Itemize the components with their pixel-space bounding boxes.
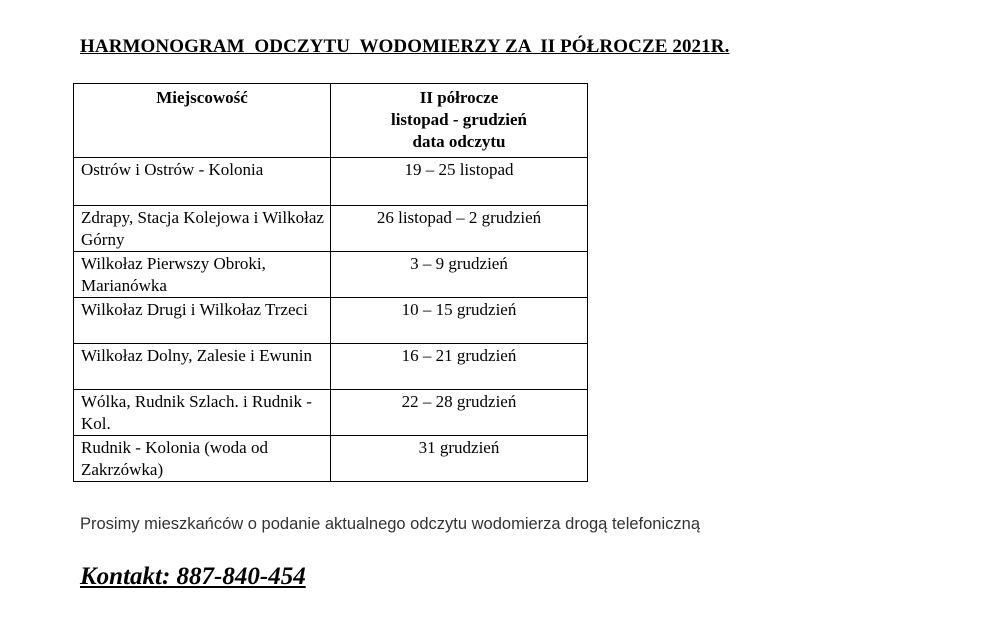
header-locality: Miejscowość — [74, 84, 331, 158]
table-row — [74, 390, 588, 436]
reading-date-cell: 16 – 21 grudzień — [331, 344, 588, 390]
reading-date-cell: 26 listopad – 2 grudzień — [331, 206, 588, 252]
header-period — [331, 84, 588, 158]
header-period-line: data odczytu — [412, 132, 506, 151]
header-period-line: II półrocze — [419, 88, 499, 107]
locality-cell: Wólka, Rudnik Szlach. i Rudnik - Kol. — [74, 390, 331, 436]
table-row — [74, 206, 588, 252]
table-header-row — [74, 84, 588, 158]
phone-reading-notice: Prosimy mieszkańców o podanie aktualnego odczytu wodomierza drogą telefoniczną — [80, 515, 701, 533]
table-row — [74, 298, 588, 344]
header-period-line: listopad - grudzień — [390, 110, 528, 129]
locality-cell: Wilkołaz Pierwszy Obroki, Marianówka — [74, 252, 331, 298]
reading-date-cell: 10 – 15 grudzień — [331, 298, 588, 344]
table-row — [74, 344, 588, 390]
table-row — [74, 158, 588, 206]
locality-cell: Wilkołaz Dolny, Zalesie i Ewunin — [74, 344, 331, 390]
table-row — [74, 252, 588, 298]
reading-date-cell: 19 – 25 listopad — [331, 158, 588, 206]
page-title: HARMONOGRAM ODCZYTU WODOMIERZY ZA II PÓŁROCZE 2021R. — [80, 36, 730, 57]
reading-date-cell: 22 – 28 grudzień — [331, 390, 588, 436]
contact-phone: Kontakt: 887-840-454 — [80, 563, 306, 590]
locality-cell: Zdrapy, Stacja Kolejowa i Wilkołaz Górny — [74, 206, 331, 252]
locality-cell: Wilkołaz Drugi i Wilkołaz Trzeci — [74, 298, 331, 344]
reading-date-cell: 3 – 9 grudzień — [331, 252, 588, 298]
locality-cell: Ostrów i Ostrów - Kolonia — [74, 158, 331, 206]
table-row — [74, 436, 588, 482]
locality-cell: Rudnik - Kolonia (woda od Zakrzówka) — [74, 436, 331, 482]
reading-schedule-table — [73, 83, 588, 482]
reading-date-cell: 31 grudzień — [331, 436, 588, 482]
